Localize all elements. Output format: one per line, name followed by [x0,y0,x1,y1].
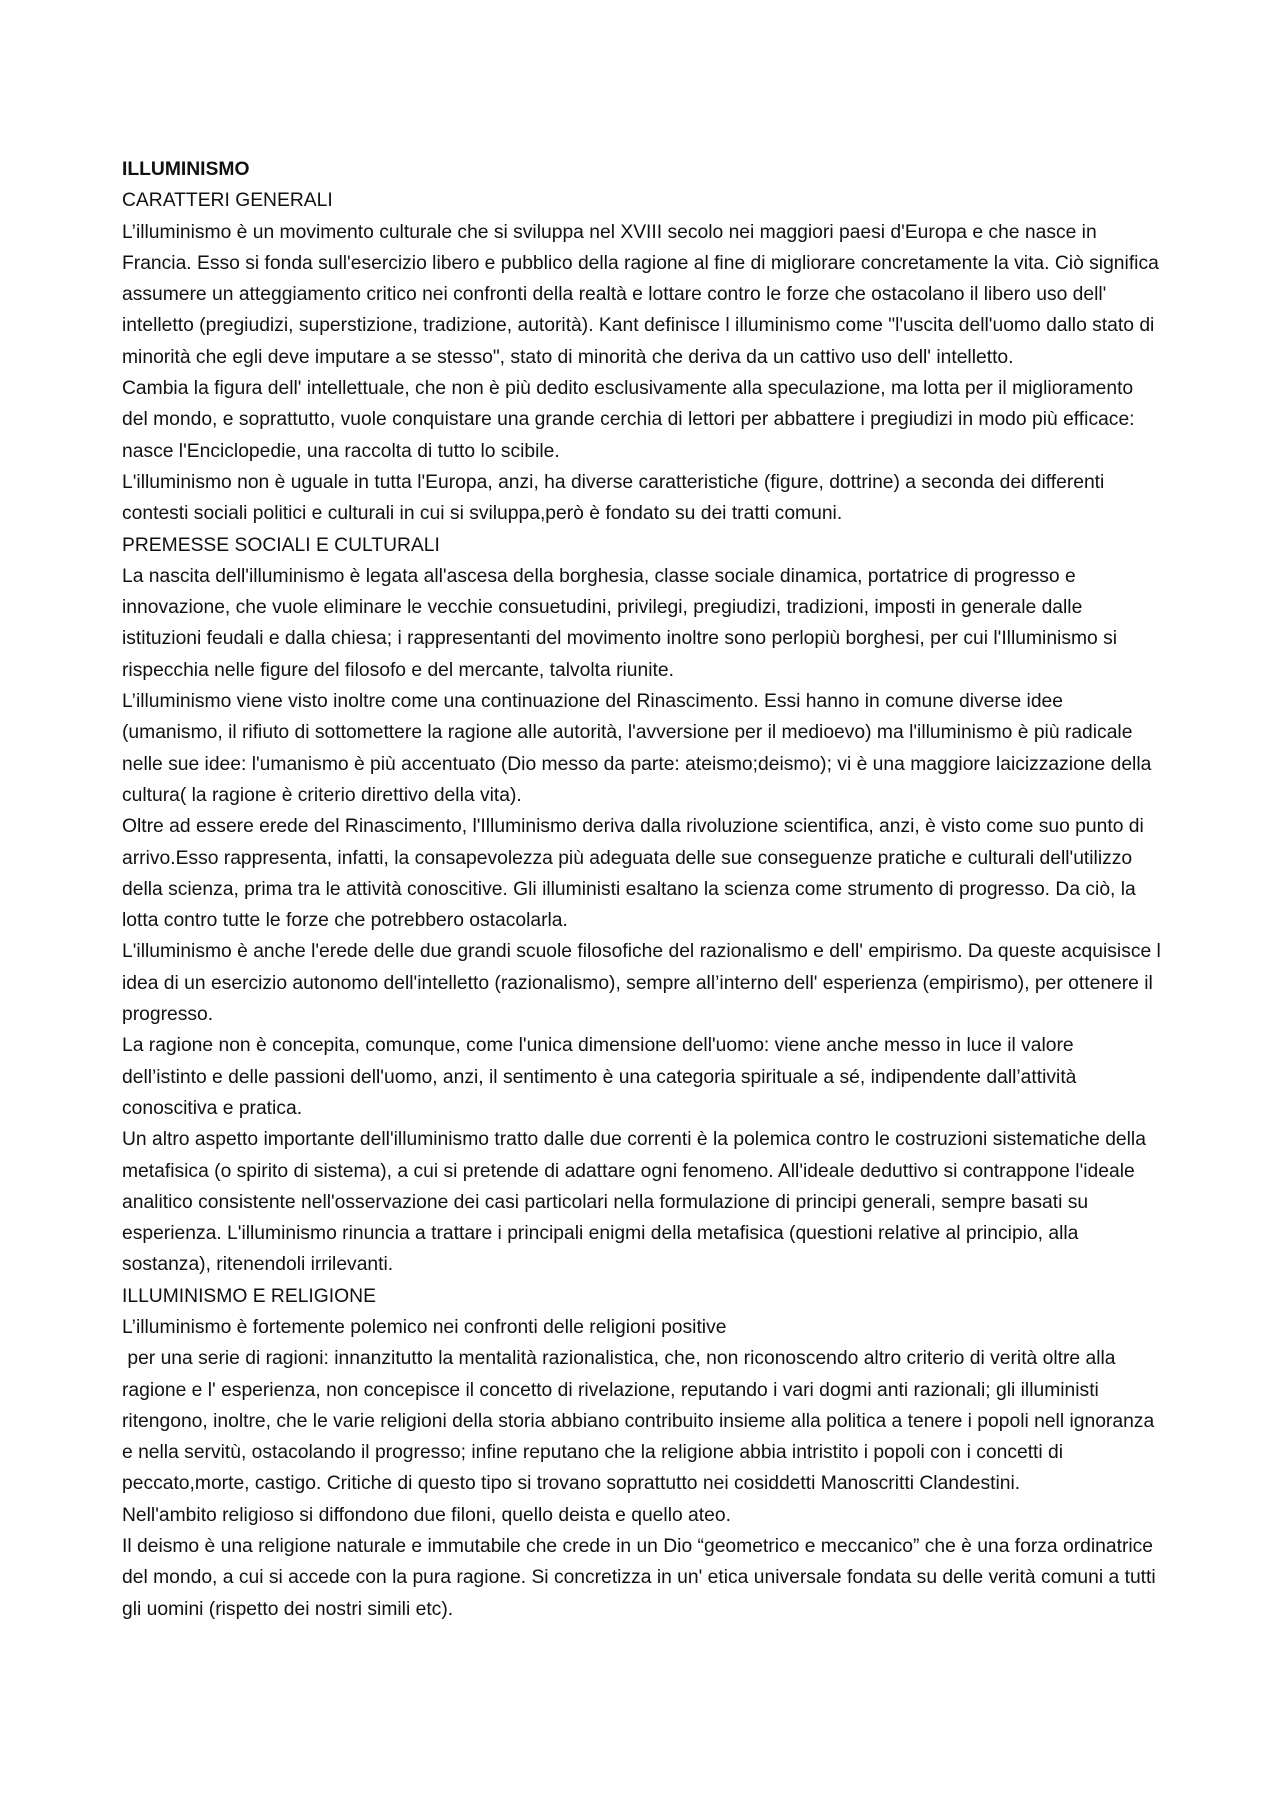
section-heading-caratteri-generali: CARATTERI GENERALI [122,190,333,212]
paragraph: per una serie di ragioni: innanzitutto la mentalità razionalistica, che, non riconoscendo altro criterio di verità oltre alla ragione e l' esperienza, non concepisce il concetto di rivelazione, reputando i vari dogmi anti razionali; gli illuministi ritengono, inoltre, che le varie religioni della storia abbiano contribuito insieme alla politica a tenere i popoli nell ignoranza e nella servitù, ostacolando il progresso; infine reputano che la religione abbia intristito i popoli con i concetti di peccato,morte, castigo. Critiche di questo tipo si trovano soprattutto nei cosiddetti Manoscritti Clandestini. [122,1348,1160,1495]
document-body [122,154,1162,1625]
paragraph: L’illuminismo viene visto inoltre come una continuazione del Rinascimento. Essi hanno in comune diverse idee (umanismo, il rifiuto di sottomettere la ragione alle autorità, l'avversione per il medioevo) ma l'illuminismo è più radicale nelle sue idee: l'umanismo è più accentuato (Dio messo da parte: ateismo;deismo); vi è una maggiore laicizzazione della cultura( la ragione è criterio direttivo della vita). [122,691,1152,806]
section-heading-illuminismo-e-religione: ILLUMINISMO E RELIGIONE [122,1285,376,1307]
paragraph: L’illuminismo è un movimento culturale che si sviluppa nel XVIII secolo nei maggiori paesi d'Europa e che nasce in Francia. Esso si fonda sull'esercizio libero e pubblico della ragione al fine di migliorare concretamente la vita. Ciò significa assumere un atteggiamento critico nei confronti della realtà e lottare contro le forze che ostacolano il libero uso dell' intelletto (pregiudizi, superstizione, tradizione, autorità). Kant definisce l illuminismo come "l'uscita dell'uomo dallo stato di minorità che egli deve imputare a se stesso", stato di minorità che deriva da un cattivo uso dell' intelletto. [122,221,1159,368]
paragraph: Cambia la figura dell' intellettuale, che non è più dedito esclusivamente alla speculazione, ma lotta per il miglioramento del mondo, e soprattutto, vuole conquistare una grande cerchia di lettori per abbattere i pregiudizi in modo più efficace: nasce l'Enciclopedie, una raccolta di tutto lo scibile. [122,378,1135,462]
paragraph: La nascita dell'illuminismo è legata all'ascesa della borghesia, classe sociale dinamica, portatrice di progresso e innovazione, che vuole eliminare le vecchie consuetudini, privilegi, pregiudizi, tradizioni, imposti in generale dalle istituzioni feudali e dalla chiesa; i rappresentanti del movimento inoltre sono perlopiù borghesi, per cui l'Illuminismo si rispecchia nelle figure del filosofo e del mercante, talvolta riunite. [122,565,1118,681]
section-heading-premesse-sociali: PREMESSE SOCIALI E CULTURALI [122,534,440,556]
document-title: ILLUMINISMO [122,159,250,180]
paragraph: Nell'ambito religioso si diffondono due filoni, quello deista e quello ateo. [122,1504,731,1526]
paragraph: Un altro aspetto importante dell'illuminismo tratto dalle due correnti è la polemica contro le costruzioni sistematiche della metafisica (o spirito di sistema), a cui si pretende di adattare ogni fenomeno. All'ideale deduttivo si contrappone l'ideale analitico consistente nell'osservazione dei casi particolari nella formulazione di principi generali, sempre basati su esperienza. L'illuminismo rinuncia a trattare i principali enigmi della metafisica (questioni relative al principio, alla sostanza), ritenendoli irrilevanti. [122,1129,1146,1276]
paragraph: La ragione non è concepita, comunque, come l'unica dimensione dell'uomo: viene anche messo in luce il valore dell’istinto e delle passioni dell'uomo, anzi, il sentimento è una categoria spirituale a sé, indipendente dall’attività conoscitiva e pratica. [122,1035,1077,1119]
paragraph: L'illuminismo non è uguale in tutta l'Europa, anzi, ha diverse caratteristiche (figure, dottrine) a seconda dei differenti contesti sociali politici e culturali in cui si sviluppa,però è fondato su dei tratti comuni. [122,471,1105,525]
paragraph: L'illuminismo è anche l'erede delle due grandi scuole filosofiche del razionalismo e dell' empirismo. Da queste acquisisce l idea di un esercizio autonomo dell'intelletto (razionalismo), sempre all’interno dell' esperienza (empirismo), per ottenere il progresso. [122,941,1161,1026]
paragraph: L’illuminismo è fortemente polemico nei confronti delle religioni positive [122,1316,727,1338]
paragraph: Il deismo è una religione naturale e immutabile che crede in un Dio “geometrico e meccanico” che è una forza ordinatrice del mondo, a cui si accede con la pura ragione. Si concretizza in un' etica universale fondata su delle verità comuni a tutti gli uomini (rispetto dei nostri simili etc). [122,1536,1156,1620]
paragraph: Oltre ad essere erede del Rinascimento, l'Illuminismo deriva dalla rivoluzione scientifica, anzi, è visto come suo punto di arrivo.Esso rappresenta, infatti, la consapevolezza più adeguata delle sue conseguenze pratiche e culturali dell'utilizzo della scienza, prima tra le attività conoscitive. Gli illuministi esaltano la scienza come strumento di progresso. Da ciò, la lotta contro tutte le forze che potrebbero ostacolarla. [122,816,1144,932]
